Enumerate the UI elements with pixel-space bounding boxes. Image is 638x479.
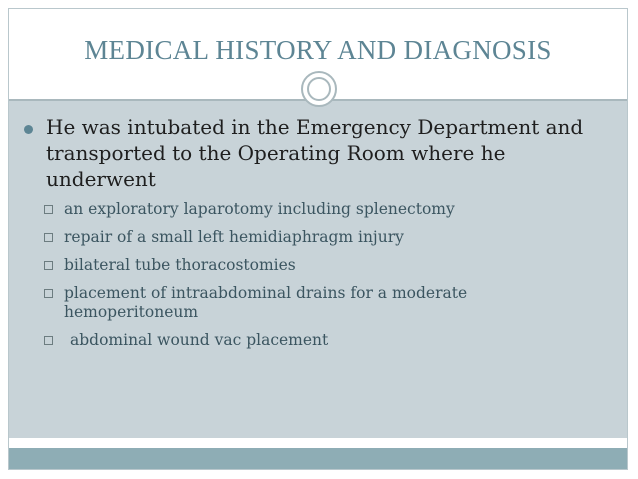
list-item [44, 331, 604, 350]
sub-bullet-text: repair of a small left hemidiaphragm injury [64, 228, 404, 246]
bullet-square-icon [44, 205, 53, 214]
bullet-dot-icon [24, 125, 33, 134]
list-item [44, 228, 604, 247]
slide-title: MEDICAL HISTORY AND DIAGNOSIS [84, 35, 552, 65]
footer-bar [9, 448, 627, 469]
list-item [44, 284, 604, 322]
sub-bullet-text: an exploratory laparotomy including splenectomy [64, 200, 455, 218]
main-bullet-text: He was intubated in the Emergency Department and transported to the Operating Room where he underwent [46, 115, 584, 191]
bullet-square-icon [44, 233, 53, 242]
sub-bullet-text: placement of intraabdominal drains for a moderate hemoperitoneum [64, 284, 468, 321]
list-item [44, 256, 604, 275]
divider-ring-icon [301, 71, 337, 107]
sub-bullet-text: abdominal wound vac placement [70, 331, 329, 349]
sub-bullet-text: bilateral tube thoracostomies [64, 256, 296, 274]
main-bullet [24, 114, 604, 192]
sub-bullet-list [44, 200, 604, 359]
bullet-square-icon [44, 289, 53, 298]
list-item [44, 200, 604, 219]
bullet-square-icon [44, 261, 53, 270]
bullet-square-icon [44, 336, 53, 345]
